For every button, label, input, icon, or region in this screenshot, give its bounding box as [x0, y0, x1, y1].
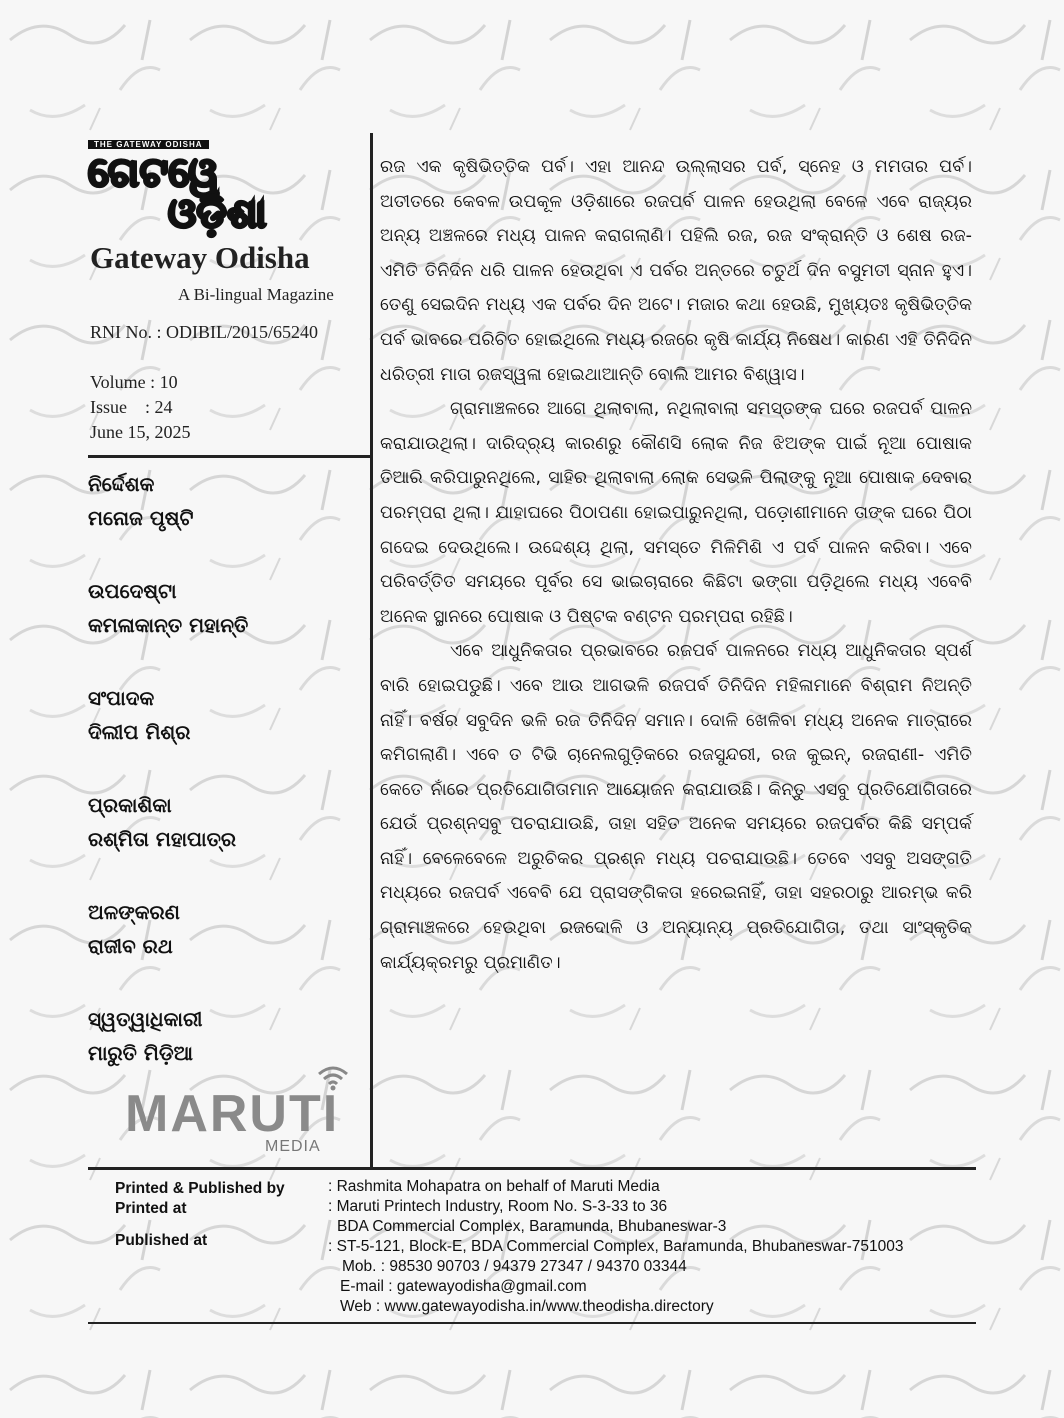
credit-name: ମନୋଜ ପୃଷ୍ଟି: [88, 506, 194, 530]
credit-name: କମଳାକାନ୍ତ ମହାନ୍ତି: [88, 613, 249, 637]
magazine-subtitle: A Bi-lingual Magazine: [178, 285, 334, 304]
credit-role: ଉପଦେଷ୍ଟା: [88, 579, 177, 603]
credit-role: ସଂପାଦକ: [88, 686, 155, 710]
imprint-publisher: : Rashmita Mohapatra on behalf of Maruti Media: [328, 1178, 660, 1195]
label-printed-at: Printed at: [115, 1200, 187, 1217]
credit-design: [88, 895, 358, 963]
imprint-printer-address: BDA Commercial Complex, Baramunda, Bhubaneswar-3: [337, 1218, 727, 1235]
issue-info: [90, 370, 191, 445]
media-wordmark: MEDIA: [265, 1138, 321, 1155]
footer-divider-top: [88, 1167, 976, 1170]
volume-number: Volume : 10: [90, 372, 178, 392]
left-column-divider: [88, 455, 372, 458]
credit-name: ରଶ୍ମିତା ମହାପାତ୍ର: [88, 827, 236, 851]
credit-name: ମାରୁତି ମିଡ଼ିଆ: [88, 1041, 194, 1065]
credit-name: ଦିଲୀପ ମିଶ୍ର: [88, 720, 191, 744]
imprint-mobile: Mob. : 98530 90703 / 94379 27347 / 94370 03344: [342, 1258, 687, 1275]
credit-role: ପ୍ରକାଶିକା: [88, 793, 172, 817]
credit-publisher: [88, 788, 358, 856]
credit-name: ରାଜୀବ ରଥ: [88, 934, 173, 958]
logo-tagline: THE GATEWAY ODISHA: [88, 140, 209, 149]
article-paragraph: ରଜ ଏକ କୃଷିଭିତ୍ତିକ ପର୍ବ। ଏହା ଆନନ୍ଦ ଉଲ୍ଲାସର ପର୍ବ, ସ୍ନେହ ଓ ମମତାର ପର୍ବ। ଅତୀତରେ କେବଳ ଉପକୂଳ ଓଡ଼ିଶାରେ ରଜପର୍ବ ପାଳନ ହେଉଥିଲା ବେଳେ ଏବେ ରାଜ୍ୟର ଅନ୍ୟ ଅଞ୍ଚଳରେ ମଧ୍ୟ ପାଳନ କରାଗଲାଣି। ପହିଲି ରଜ, ରଜ ସଂକ୍ରାନ୍ତି ଓ ଶେଷ ରଜ- ଏମିତି ତିନିଦିନ ଧରି ପାଳନ ହେଉଥିବା ଏ ପର୍ବର ଅନ୍ତରେ ଚତୁର୍ଥ ଦିନ ବସୁମତୀ ସ୍ନାନ ହୁଏ। ତେଣୁ ସେଇଦିନ ମଧ୍ୟ ଏକ ପର୍ବର ଦିନ ଅଟେ। ମଜାର କଥା ହେଉଛି, ମୁଖ୍ୟତଃ କୃଷିଭିତ୍ତିକ ପର୍ବ ଭାବରେ ପରିଚିତ ହୋଇଥିଲେ ମଧ୍ୟ ରଜରେ କୃଷି କାର୍ଯ୍ୟ ନିଷେଧ। କାରଣ ଏହି ତିନିଦିନ ଧରିତ୍ରୀ ମାତା ରଜସ୍ୱଳା ହୋଇଥାଆନ୍ତି ବୋଲି ଆମର ବିଶ୍ୱାସ।: [380, 157, 972, 385]
credit-role: ନିର୍ଦ୍ଦେଶକ: [88, 472, 155, 496]
article-paragraph: ଏବେ ଆଧୁନିକତାର ପ୍ରଭାବରେ ରଜପର୍ବ ପାଳନରେ ମଧ୍ୟ ଆଧୁନିକତାର ସ୍ପର୍ଶ ବାରି ହୋଇପଡୁଛି। ଏବେ ଆଉ ଆଗଭଳି ରଜପର୍ବ ତିନିଦିନ ମହିଳାମାନେ ବିଶ୍ରାମ ନିଅନ୍ତି ନାହିଁ। ବର୍ଷର ସବୁଦିନ ଭଳି ରଜ ତିନିଦିନ ସମାନ। ଦୋଳି ଖେଳିବା ମଧ୍ୟ ଅନେକ ମାତ୍ରାରେ କମିଗଲାଣି। ଏବେ ତ ଟିଭି ଚାନେଲଗୁଡ଼ିକରେ ରଜସୁନ୍ଦରୀ, ରଜ କୁଇନ୍, ରଜରାଣୀ- ଏମିତି କେତେ ନାଁରେ ପ୍ରତିଯୋଗିତାମାନ ଆୟୋଜନ କରାଯାଉଛି। କିନ୍ତୁ ଏସବୁ ପ୍ରତିଯୋଗିତାରେ ଯେଉଁ ପ୍ରଶ୍ନସବୁ ପଚରାଯାଉଛି, ତାହା ସହିତ ଅନେକ ସମୟରେ ରଜପର୍ବର କିଛି ସମ୍ପର୍କ ନାହିଁ। ବେଳେବେଳେ ଅରୁଚିକର ପ୍ରଶ୍ନ ମଧ୍ୟ ପଚରାଯାଉଛି। ତେବେ ଏସବୁ ଅସଙ୍ଗତି ମଧ୍ୟରେ ରଜପର୍ବ ଏବେବି ଯେ ପ୍ରାସଙ୍ଗିକତା ହରେଇନାହିଁ, ତାହା ସହରଠାରୁ ଆରମ୍ଭ କରି ଗ୍ରାମାଞ୍ଚଳରେ ହେଉଥିବା ରଜଦୋଳି ଓ ଅନ୍ୟାନ୍ୟ ପ୍ରତିଯୋଗିତା, ତଥା ସାଂସ୍କୃତିକ କାର୍ଯ୍ୟକ୍ରମରୁ ପ୍ରମାଣିତ।: [380, 641, 972, 973]
credit-advisor: [88, 574, 358, 642]
logo-line-one: ଗେଟୱେ: [88, 150, 220, 196]
credit-role: ଅଳଙ୍କରଣ: [88, 900, 180, 924]
editorial-credits: [88, 467, 358, 1109]
magazine-logo: [88, 132, 328, 235]
article-paragraph: ଗ୍ରାମାଞ୍ଚଳରେ ଆଗେ ଥିଲାବାଲା, ନଥିଲାବାଲା ସମସ୍ତଙ୍କ ଘରେ ରଜପର୍ବ ପାଳନ କରାଯାଉଥିଲା। ଦାରିଦ୍ର୍ୟ କାରଣରୁ କୌଣସି ଲୋକ ନିଜ ଝିଅଙ୍କ ପାଇଁ ନୂଆ ପୋଷାକ ତିଆରି କରିପାରୁନଥିଲେ, ସାହିର ଥିଲାବାଲା ଲୋକ ସେଭଳି ପିଲାଙ୍କୁ ନୂଆ ପୋଷାକ ଦେବାର ପରମ୍ପରା ଥିଲା। ଯାହାଘରେ ପିଠାପଣା ହୋଇପାରୁନଥିଲା, ପଡ଼ୋଶୀମାନେ ତାଙ୍କ ଘରେ ପିଠା ଗଦେଇ ଦେଉଥିଲେ। ଉଦ୍ଦେଶ୍ୟ ଥିଲା, ସମସ୍ତେ ମିଳିମିଶି ଏ ପର୍ବ ପାଳନ କରିବା। ଏବେ ପରିବର୍ତ୍ତିତ ସମୟରେ ପୂର୍ବର ସେ ଭାଇଚାରାରେ କିଛିଟା ଭଙ୍ଗା ପଡ଼ିଥିଲେ ମଧ୍ୟ ଏବେବି ଅନେକ ସ୍ଥାନରେ ପୋଷାକ ଓ ପିଷ୍ଟକ ବଣ୍ଟନ ପରମ୍ପରା ରହିଛି।: [380, 399, 972, 627]
issue-number: Issue : 24: [90, 397, 173, 417]
rni-number: RNI No. : ODIBIL/2015/65240: [90, 322, 318, 342]
footer-divider-bottom: [88, 1322, 976, 1324]
credit-role: ସ୍ୱତ୍ୱାଧିକାରୀ: [88, 1007, 203, 1031]
imprint-published-address: : ST-5-121, Block-E, BDA Commercial Complex, Baramunda, Bhubaneswar-751003: [328, 1238, 904, 1255]
issue-date: June 15, 2025: [90, 422, 191, 442]
column-divider: [370, 133, 373, 1167]
editorial-article: [380, 150, 972, 980]
imprint-email: E-mail : gatewayodisha@gmail.com: [340, 1278, 587, 1295]
logo-line-two: ଓଡ଼ିଶା: [168, 190, 268, 237]
maruti-wordmark: MARUTI: [125, 1085, 340, 1143]
label-published-at: Published at: [115, 1232, 208, 1249]
credit-editor: [88, 681, 358, 749]
label-printed-published-by: Printed & Published by: [115, 1180, 285, 1197]
imprint-website: Web : www.gatewayodisha.in/www.theodisha.directory: [340, 1298, 714, 1315]
maruti-media-logo: [125, 1062, 355, 1162]
credit-director: [88, 467, 358, 535]
imprint-printer: : Maruti Printech Industry, Room No. S-3-33 to 36: [328, 1198, 668, 1215]
magazine-title: Gateway Odisha: [90, 240, 310, 275]
credit-owner: [88, 1002, 358, 1070]
